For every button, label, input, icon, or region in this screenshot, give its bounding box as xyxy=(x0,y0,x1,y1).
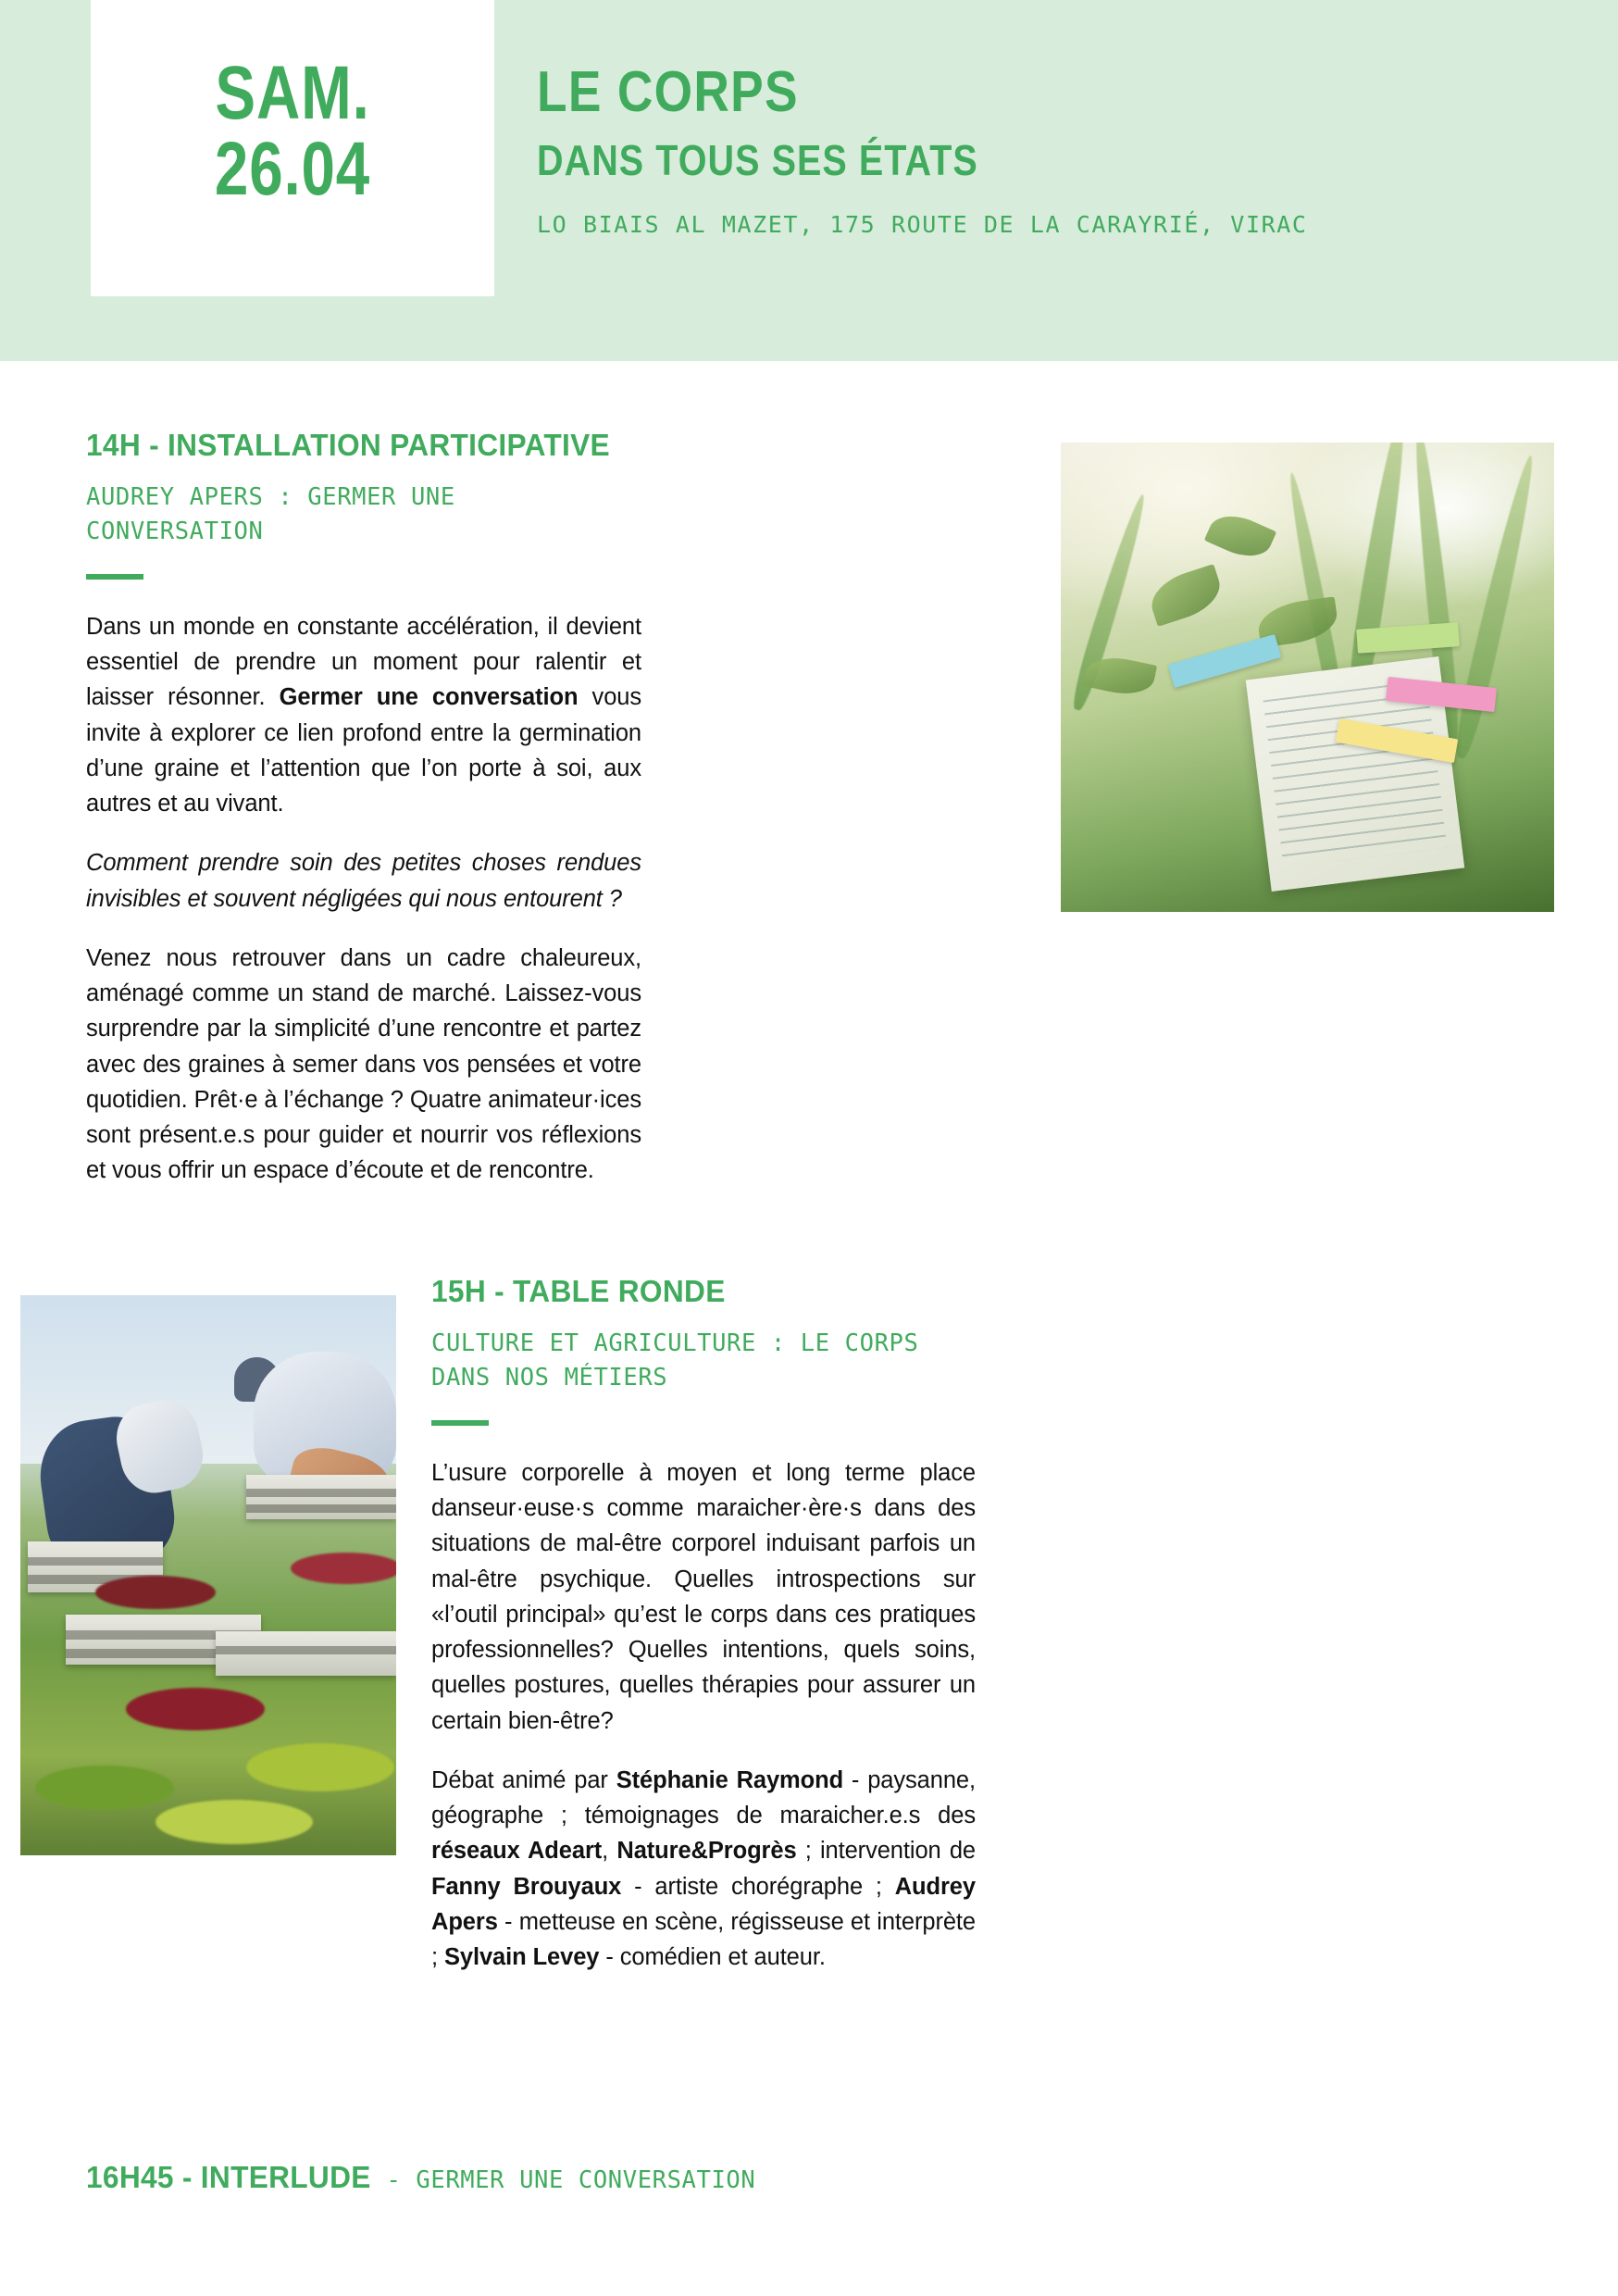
body-text: ; intervention de xyxy=(796,1838,976,1865)
emphasis-text: Germer une conversation xyxy=(279,684,579,711)
page-title: LE CORPS xyxy=(537,60,799,124)
body-text: , xyxy=(602,1838,617,1865)
body-text: Dans un monde en constante accélération, il devient essentiel de prendre un moment pour ralentir et laisser résonner. xyxy=(86,613,641,711)
body-text: - metteuse en scène, régisseuse et interprète ; xyxy=(431,1908,976,1971)
section-1-rule xyxy=(86,574,143,580)
section-1-paragraphs xyxy=(86,609,641,1189)
section-table-ronde xyxy=(431,1274,976,1975)
emphasis-text: Sylvain Levey xyxy=(443,1944,600,1971)
footer-time-label: 16H45 - INTERLUDE xyxy=(86,2160,371,2194)
wooden-crate xyxy=(216,1631,396,1676)
section-1-subheading: AUDREY APERS : GERMER UNE CONVERSATION xyxy=(86,483,455,545)
emphasis-text: Stéphanie Raymond xyxy=(616,1766,844,1793)
green-lettuce xyxy=(156,1800,313,1844)
section-2-subheading: CULTURE ET AGRICULTURE : LE CORPS DANS NOS MÉTIERS xyxy=(431,1329,919,1391)
red-lettuce xyxy=(126,1688,265,1730)
paragraph xyxy=(86,941,641,1189)
body-text: vous invite à explorer ce lien profond entre la germination d’une graine et l’attention que l’on porte à soi, aux autres et au vivant. xyxy=(86,684,642,817)
emphasis-text: Fanny Brouyaux xyxy=(431,1873,622,1900)
date-box xyxy=(91,0,494,296)
page-subtitle: DANS TOUS SES ÉTATS xyxy=(537,136,978,185)
section-2-rule xyxy=(431,1420,489,1426)
event-date xyxy=(131,51,454,211)
body-text: Comment prendre soin des petites choses rendues invisibles et souvent négligées qui nous entourent ? xyxy=(86,850,641,912)
section-1-heading: 14H - INSTALLATION PARTICIPATIVE xyxy=(86,428,610,462)
event-day: SAM. xyxy=(215,51,370,135)
green-lettuce xyxy=(246,1743,394,1791)
paragraph xyxy=(86,609,641,822)
event-date-number: 26.04 xyxy=(214,127,371,211)
body-text: Débat animé par xyxy=(431,1766,616,1793)
wooden-crate xyxy=(246,1475,396,1519)
body-text: - comédien et auteur. xyxy=(599,1944,826,1971)
section-2-heading: 15H - TABLE RONDE xyxy=(431,1274,726,1308)
market-garden-harvest-photo xyxy=(20,1295,396,1855)
emphasis-text: Audrey Apers xyxy=(431,1873,976,1935)
green-lettuce xyxy=(35,1766,174,1810)
venue-address: LO BIAIS AL MAZET, 175 ROUTE DE LA CARAYRIÉ, VIRAC xyxy=(537,210,1308,238)
footer-interlude xyxy=(86,2160,755,2195)
paragraph xyxy=(431,1763,976,1976)
body-text: - artiste chorégraphe ; xyxy=(621,1873,895,1900)
paragraph xyxy=(86,845,641,917)
body-text: L’usure corporelle à moyen et long terme place danseur·euse·s comme maraicher·ère·s dans des situations de mal-être corporel induisant parfois un mal-être psychique. Quelles introspections sur «l’outil principal» qu’est le corps dans ces pratiques professionnelles? Quelles intentions, quels soins, quelles postures, quelles thérapies pour assurer un certain bien-être? xyxy=(431,1459,976,1734)
red-lettuce xyxy=(95,1576,216,1609)
red-lettuce xyxy=(291,1553,396,1584)
header-band xyxy=(0,0,1618,361)
section-1-text-column xyxy=(86,428,641,1189)
header-text-block xyxy=(537,60,1574,238)
footer-description: - GERMER UNE CONVERSATION xyxy=(386,2166,756,2194)
emphasis-text: réseaux Adeart xyxy=(431,1838,603,1865)
germination-seeds-photo xyxy=(1061,443,1554,912)
emphasis-text: Nature&Progrès xyxy=(616,1838,797,1865)
section-2-paragraphs xyxy=(431,1455,976,1976)
paragraph xyxy=(431,1455,976,1739)
body-text: - paysanne, géographe ; témoignages de maraicher.e.s des xyxy=(431,1766,976,1829)
body-text: Venez nous retrouver dans un cadre chaleureux, aménagé comme un stand de marché. Laissez-vous surprendre par la simplicité d’une rencontre et partez avec des graines à semer dans vos pensées et votre quotidien. Prêt·e à l’échange ? Quatre animateur·ices sont présent.e.s pour guider et nourrir vos réflexions et vous offrir un espace d’écoute et de rencontre. xyxy=(86,944,641,1184)
